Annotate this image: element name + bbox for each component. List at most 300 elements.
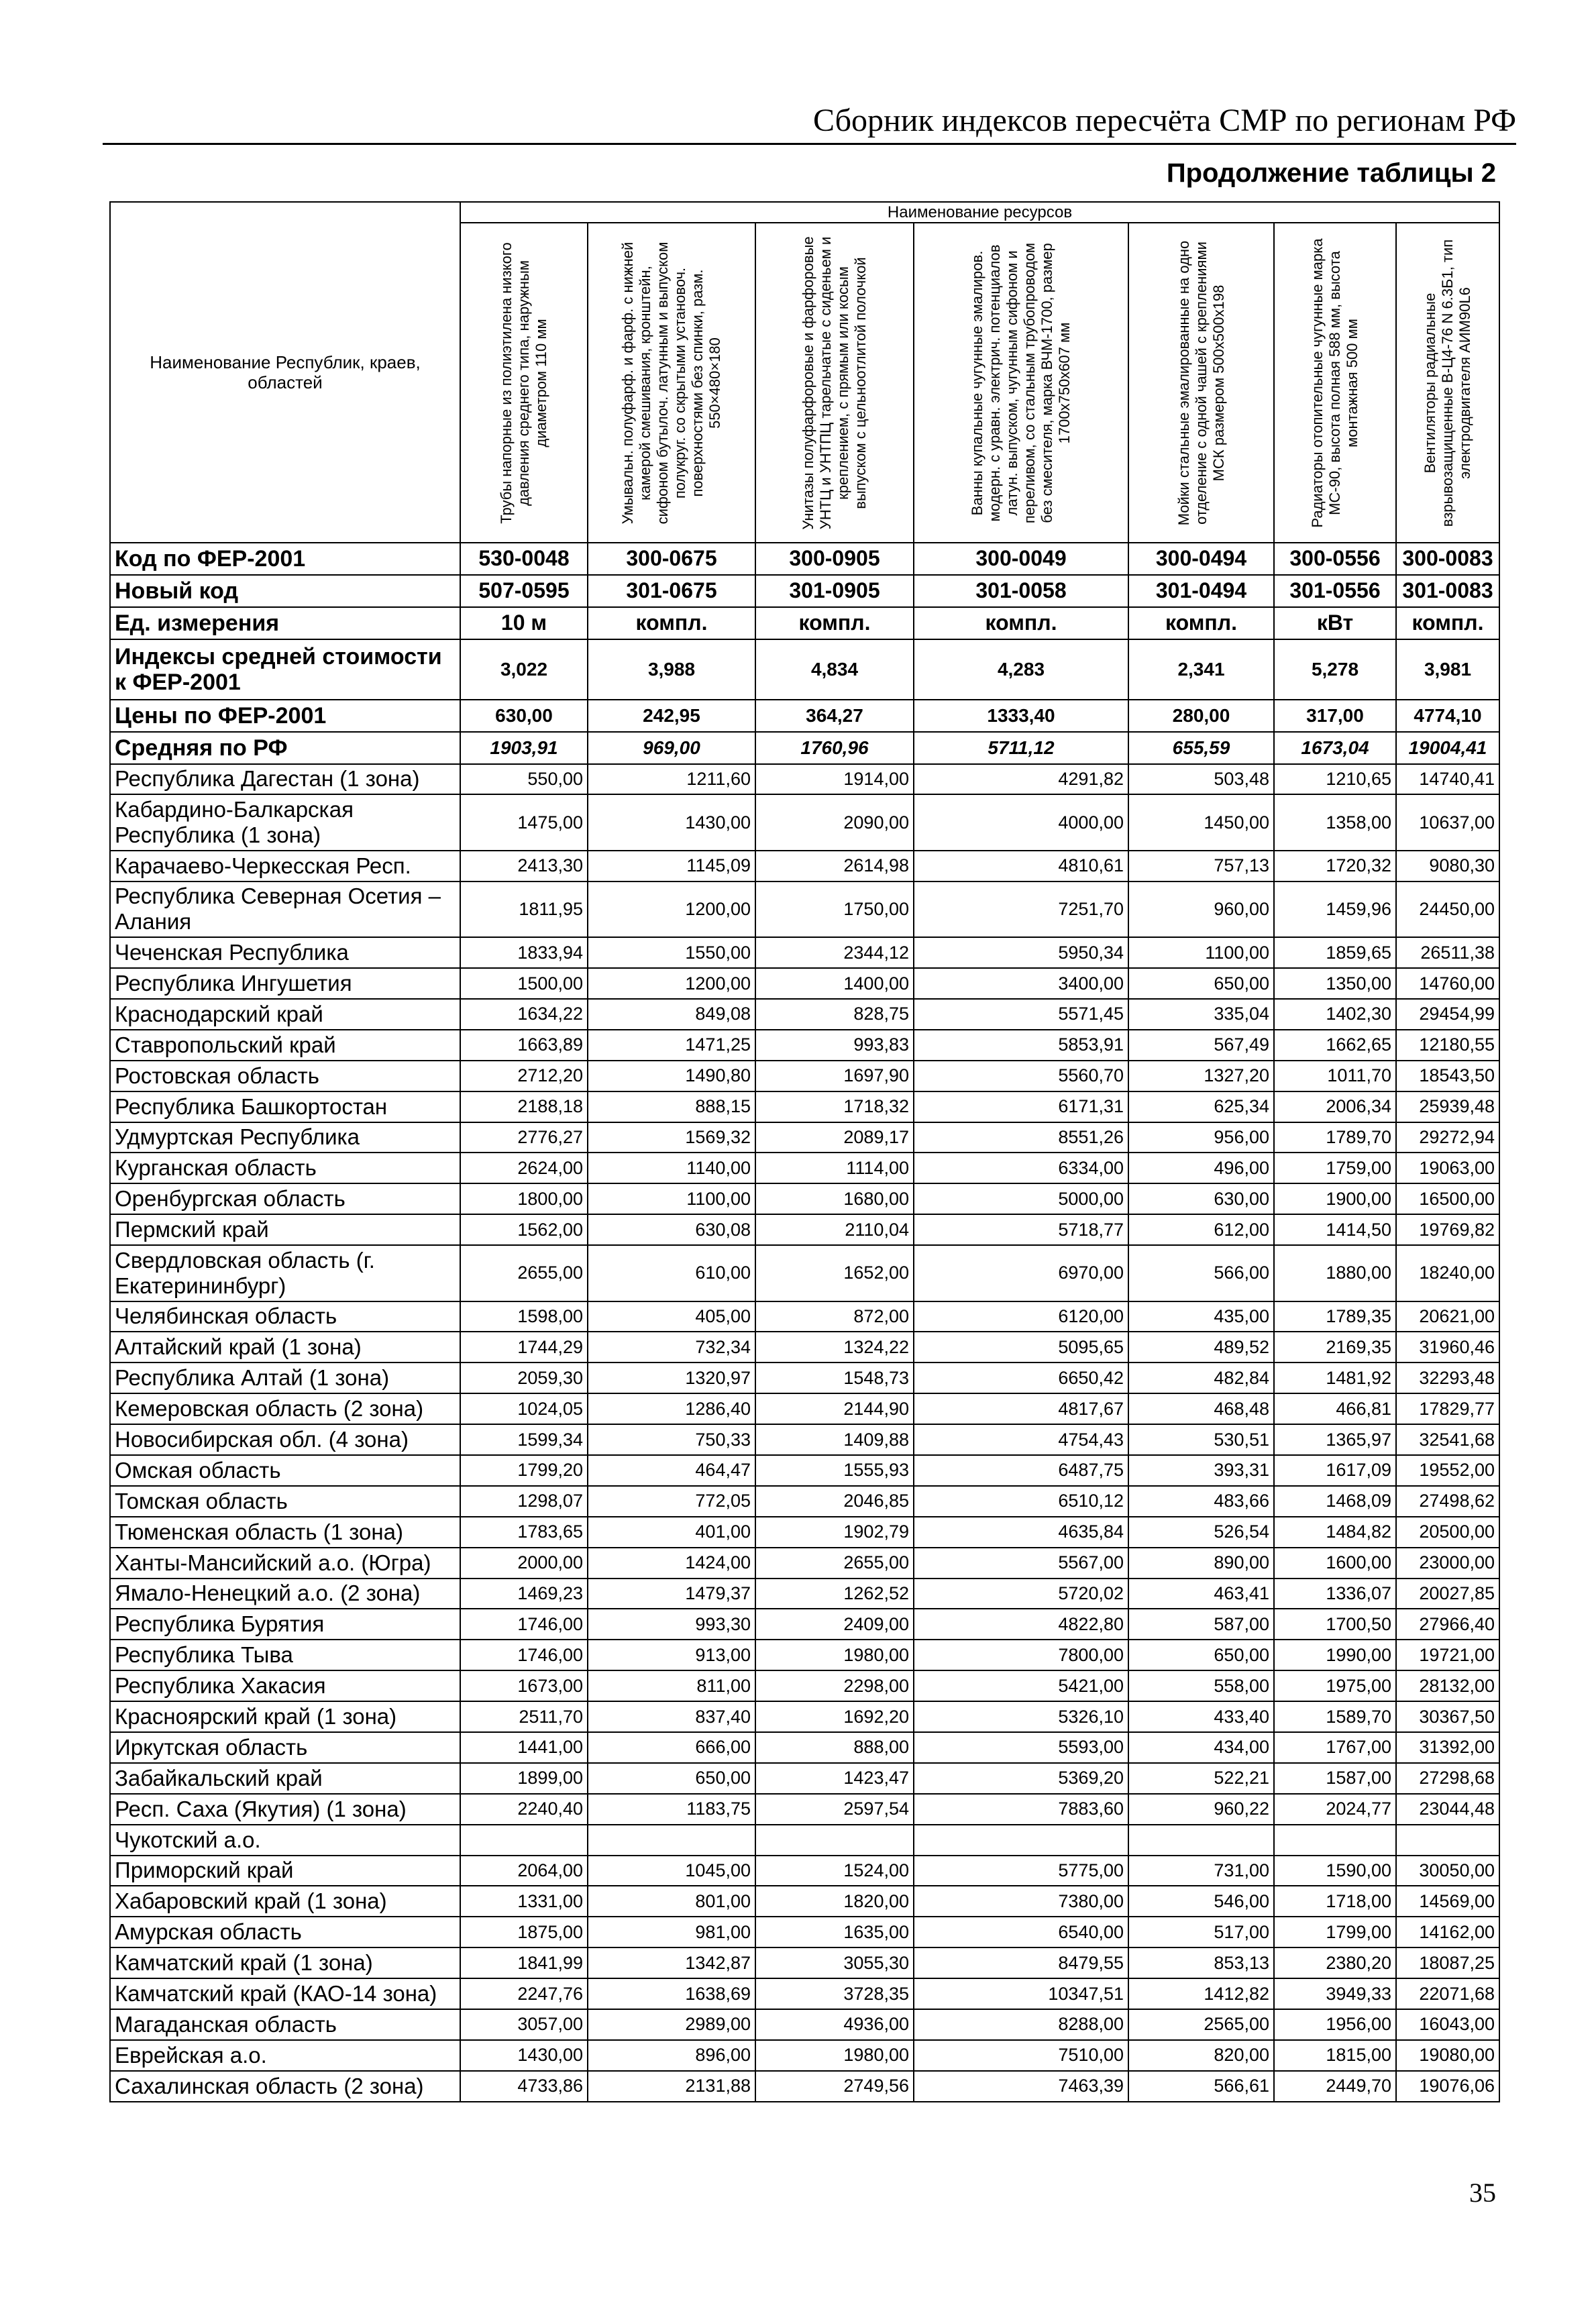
page-number: 35 bbox=[1469, 2178, 1496, 2208]
table-row bbox=[110, 937, 1499, 968]
price-cell: 1336,07 bbox=[1274, 1579, 1396, 1609]
meta-value: 364,27 bbox=[755, 700, 914, 732]
price-cell bbox=[755, 1825, 914, 1856]
price-cell: 530,51 bbox=[1128, 1424, 1274, 1455]
resource-header-cell bbox=[588, 223, 755, 543]
price-cell: 14740,41 bbox=[1396, 764, 1499, 795]
price-cell: 2298,00 bbox=[755, 1670, 914, 1701]
resource-name: Радиаторы отопительные чугунные марка МС-90, высота полная 588 мм, высота монтажная 500 мм bbox=[1309, 238, 1361, 528]
meta-value: компл. bbox=[1396, 607, 1499, 639]
price-cell: 890,00 bbox=[1128, 1548, 1274, 1579]
price-cell: 650,00 bbox=[1128, 968, 1274, 999]
price-cell: 837,40 bbox=[588, 1701, 755, 1732]
meta-value: 19004,41 bbox=[1396, 732, 1499, 764]
price-cell: 2614,98 bbox=[755, 851, 914, 882]
price-cell: 526,54 bbox=[1128, 1517, 1274, 1548]
price-cell: 1409,88 bbox=[755, 1424, 914, 1455]
price-cell: 1100,00 bbox=[1128, 937, 1274, 968]
price-cell: 1914,00 bbox=[755, 764, 914, 795]
price-cell: 3057,00 bbox=[460, 2009, 588, 2040]
meta-value: 300-0049 bbox=[914, 543, 1128, 575]
price-cell: 801,00 bbox=[588, 1886, 755, 1917]
price-cell: 405,00 bbox=[588, 1301, 755, 1332]
price-cell: 666,00 bbox=[588, 1732, 755, 1763]
price-cell: 18543,50 bbox=[1396, 1061, 1499, 1091]
price-cell: 1635,00 bbox=[755, 1917, 914, 1947]
table-row bbox=[110, 1424, 1499, 1455]
table-row bbox=[110, 1301, 1499, 1332]
price-cell: 2006,34 bbox=[1274, 1091, 1396, 1122]
resource-name: Вентиляторы радиальные взрывозащищенные В-Ц4-76 N 6.3Б1, тип электродвигателя АИМ90L6 bbox=[1422, 239, 1473, 527]
resource-header-cell bbox=[1274, 223, 1396, 543]
table-row bbox=[110, 999, 1499, 1030]
price-cell: 1114,00 bbox=[755, 1153, 914, 1183]
price-cell: 2046,85 bbox=[755, 1486, 914, 1517]
price-cell: 464,47 bbox=[588, 1455, 755, 1486]
meta-label: Цены по ФЕР-2001 bbox=[110, 700, 460, 732]
price-cell: 1599,34 bbox=[460, 1424, 588, 1455]
meta-value: 300-0905 bbox=[755, 543, 914, 575]
price-cell: 522,21 bbox=[1128, 1763, 1274, 1794]
price-cell: 7251,70 bbox=[914, 882, 1128, 937]
price-cell: 888,15 bbox=[588, 1091, 755, 1122]
price-cell: 828,75 bbox=[755, 999, 914, 1030]
region-name: Томская область bbox=[110, 1486, 460, 1517]
region-name: Республика Башкортостан bbox=[110, 1091, 460, 1122]
price-cell: 19076,06 bbox=[1396, 2071, 1499, 2102]
region-name: Свердловская область (г. Екатерининбург) bbox=[110, 1245, 460, 1301]
price-cell: 2511,70 bbox=[460, 1701, 588, 1732]
price-cell: 1663,89 bbox=[460, 1030, 588, 1061]
price-cell: 625,34 bbox=[1128, 1091, 1274, 1122]
table-row bbox=[110, 1732, 1499, 1763]
price-cell: 732,34 bbox=[588, 1332, 755, 1363]
resources-group-header: Наименование ресурсов bbox=[460, 202, 1499, 223]
price-cell: 4822,80 bbox=[914, 1609, 1128, 1640]
price-cell bbox=[914, 1825, 1128, 1856]
meta-value: 969,00 bbox=[588, 732, 755, 764]
price-cell: 2344,12 bbox=[755, 937, 914, 968]
price-cell: 1569,32 bbox=[588, 1122, 755, 1153]
table-row bbox=[110, 764, 1499, 795]
price-cell: 993,30 bbox=[588, 1609, 755, 1640]
meta-value: 1333,40 bbox=[914, 700, 1128, 732]
region-name: Еврейская а.о. bbox=[110, 2040, 460, 2071]
meta-value: 655,59 bbox=[1128, 732, 1274, 764]
price-cell: 2712,20 bbox=[460, 1061, 588, 1091]
price-cell: 630,08 bbox=[588, 1214, 755, 1245]
meta-value: 2,341 bbox=[1128, 639, 1274, 700]
region-name: Республика Северная Осетия – Алания bbox=[110, 882, 460, 937]
region-name: Камчатский край (1 зона) bbox=[110, 1947, 460, 1978]
price-cell: 811,00 bbox=[588, 1670, 755, 1701]
region-name: Тюменская область (1 зона) bbox=[110, 1517, 460, 1548]
price-cell: 1587,00 bbox=[1274, 1763, 1396, 1794]
price-cell: 1145,09 bbox=[588, 851, 755, 882]
price-cell: 956,00 bbox=[1128, 1122, 1274, 1153]
table-row bbox=[110, 1122, 1499, 1153]
price-cell: 5571,45 bbox=[914, 999, 1128, 1030]
region-name: Алтайский край (1 зона) bbox=[110, 1332, 460, 1363]
price-cell: 1555,93 bbox=[755, 1455, 914, 1486]
meta-value: кВт bbox=[1274, 607, 1396, 639]
price-cell: 18087,25 bbox=[1396, 1947, 1499, 1978]
price-cell: 29272,94 bbox=[1396, 1122, 1499, 1153]
price-cell: 1365,97 bbox=[1274, 1424, 1396, 1455]
meta-label: Новый код bbox=[110, 575, 460, 607]
price-cell: 1500,00 bbox=[460, 968, 588, 999]
price-cell: 1358,00 bbox=[1274, 794, 1396, 850]
price-cell: 30050,00 bbox=[1396, 1856, 1499, 1886]
price-cell: 16500,00 bbox=[1396, 1183, 1499, 1214]
table-row bbox=[110, 968, 1499, 999]
region-name: Забайкальский край bbox=[110, 1763, 460, 1794]
price-cell: 18240,00 bbox=[1396, 1245, 1499, 1301]
price-cell: 24450,00 bbox=[1396, 882, 1499, 937]
price-cell: 5720,02 bbox=[914, 1579, 1128, 1609]
price-cell: 1900,00 bbox=[1274, 1183, 1396, 1214]
price-cell: 1673,00 bbox=[460, 1670, 588, 1701]
price-cell: 981,00 bbox=[588, 1917, 755, 1947]
price-cell: 1589,70 bbox=[1274, 1701, 1396, 1732]
price-cell: 1800,00 bbox=[460, 1183, 588, 1214]
region-name: Ставропольский край bbox=[110, 1030, 460, 1061]
price-cell: 1841,99 bbox=[460, 1947, 588, 1978]
header-row-top bbox=[110, 202, 1499, 223]
region-name: Республика Тыва bbox=[110, 1640, 460, 1670]
meta-value: 317,00 bbox=[1274, 700, 1396, 732]
price-cell: 8551,26 bbox=[914, 1122, 1128, 1153]
region-name: Сахалинская область (2 зона) bbox=[110, 2071, 460, 2102]
meta-value: 5711,12 bbox=[914, 732, 1128, 764]
meta-value: 300-0675 bbox=[588, 543, 755, 575]
table-row bbox=[110, 1030, 1499, 1061]
meta-value: 630,00 bbox=[460, 700, 588, 732]
resource-header-cell bbox=[1396, 223, 1499, 543]
price-cell: 849,08 bbox=[588, 999, 755, 1030]
price-cell: 2090,00 bbox=[755, 794, 914, 850]
price-cell: 1331,00 bbox=[460, 1886, 588, 1917]
price-cell: 1342,87 bbox=[588, 1947, 755, 1978]
price-cell: 1718,00 bbox=[1274, 1886, 1396, 1917]
price-cell: 1430,00 bbox=[588, 794, 755, 850]
price-cell: 19552,00 bbox=[1396, 1455, 1499, 1486]
meta-value: 301-0494 bbox=[1128, 575, 1274, 607]
price-cell: 20027,85 bbox=[1396, 1579, 1499, 1609]
price-cell: 1298,07 bbox=[460, 1486, 588, 1517]
price-cell: 1550,00 bbox=[588, 937, 755, 968]
region-name: Хабаровский край (1 зона) bbox=[110, 1886, 460, 1917]
price-cell bbox=[1274, 1825, 1396, 1856]
meta-value: компл. bbox=[755, 607, 914, 639]
price-cell: 2089,17 bbox=[755, 1122, 914, 1153]
price-cell: 489,52 bbox=[1128, 1332, 1274, 1363]
price-cell: 757,13 bbox=[1128, 851, 1274, 882]
price-cell: 14162,00 bbox=[1396, 1917, 1499, 1947]
price-cell: 1600,00 bbox=[1274, 1548, 1396, 1579]
price-cell: 6540,00 bbox=[914, 1917, 1128, 1947]
price-cell: 6120,00 bbox=[914, 1301, 1128, 1332]
resource-header-cell bbox=[1128, 223, 1274, 543]
region-name: Республика Дагестан (1 зона) bbox=[110, 764, 460, 795]
region-name: Приморский край bbox=[110, 1856, 460, 1886]
price-cell: 566,00 bbox=[1128, 1245, 1274, 1301]
meta-value: 301-0058 bbox=[914, 575, 1128, 607]
resource-name: Ванны купальные чугунные эмалиров. модерн. с уравн. электрич. потенциалов латун. выпуском, чугунным сифоном и переливом, со стальным трубопроводом без смесителя, марка ВЧМ-1700, размер 1700х750х607 мм bbox=[969, 242, 1073, 523]
price-cell: 22071,68 bbox=[1396, 1978, 1499, 2009]
region-name: Удмуртская Республика bbox=[110, 1122, 460, 1153]
price-cell: 20500,00 bbox=[1396, 1517, 1499, 1548]
meta-row bbox=[110, 732, 1499, 764]
region-name: Чеченская Республика bbox=[110, 937, 460, 968]
meta-value: 242,95 bbox=[588, 700, 755, 732]
price-cell: 1562,00 bbox=[460, 1214, 588, 1245]
price-cell bbox=[1396, 1825, 1499, 1856]
price-cell: 23044,48 bbox=[1396, 1794, 1499, 1825]
price-cell bbox=[588, 1825, 755, 1856]
price-cell bbox=[1128, 1825, 1274, 1856]
region-name: Республика Хакасия bbox=[110, 1670, 460, 1701]
price-cell: 1799,20 bbox=[460, 1455, 588, 1486]
price-cell: 1441,00 bbox=[460, 1732, 588, 1763]
price-cell: 6650,42 bbox=[914, 1363, 1128, 1393]
price-cell: 1875,00 bbox=[460, 1917, 588, 1947]
price-cell: 1980,00 bbox=[755, 1640, 914, 1670]
price-cell: 1880,00 bbox=[1274, 1245, 1396, 1301]
table-row bbox=[110, 882, 1499, 937]
resource-header-cell bbox=[755, 223, 914, 543]
running-title: Сборник индексов пересчёта СМР по регионам РФ bbox=[813, 103, 1516, 138]
price-cell: 1468,09 bbox=[1274, 1486, 1396, 1517]
price-cell: 2749,56 bbox=[755, 2071, 914, 2102]
region-name: Курганская область bbox=[110, 1153, 460, 1183]
price-cell: 1430,00 bbox=[460, 2040, 588, 2071]
price-cell: 1450,00 bbox=[1128, 794, 1274, 850]
region-name: Пермский край bbox=[110, 1214, 460, 1245]
meta-value: 5,278 bbox=[1274, 639, 1396, 700]
price-cell: 1720,32 bbox=[1274, 851, 1396, 882]
meta-value: 4,283 bbox=[914, 639, 1128, 700]
meta-value: 10 м bbox=[460, 607, 588, 639]
table-row bbox=[110, 1609, 1499, 1640]
table-row bbox=[110, 1332, 1499, 1363]
price-cell: 1481,92 bbox=[1274, 1363, 1396, 1393]
price-cell: 7380,00 bbox=[914, 1886, 1128, 1917]
price-cell: 2776,27 bbox=[460, 1122, 588, 1153]
table-body bbox=[110, 202, 1499, 2102]
price-cell: 1286,40 bbox=[588, 1393, 755, 1424]
price-cell: 1100,00 bbox=[588, 1183, 755, 1214]
price-cell: 19721,00 bbox=[1396, 1640, 1499, 1670]
price-cell: 4810,61 bbox=[914, 851, 1128, 882]
price-cell: 610,00 bbox=[588, 1245, 755, 1301]
price-cell: 1975,00 bbox=[1274, 1670, 1396, 1701]
price-cell: 5593,00 bbox=[914, 1732, 1128, 1763]
region-name: Чукотский а.о. bbox=[110, 1825, 460, 1856]
price-cell: 433,40 bbox=[1128, 1701, 1274, 1732]
price-cell: 2565,00 bbox=[1128, 2009, 1274, 2040]
price-cell: 401,00 bbox=[588, 1517, 755, 1548]
table-row bbox=[110, 2009, 1499, 2040]
table-row bbox=[110, 1640, 1499, 1670]
price-cell: 2188,18 bbox=[460, 1091, 588, 1122]
price-cell: 6171,31 bbox=[914, 1091, 1128, 1122]
price-cell: 16043,00 bbox=[1396, 2009, 1499, 2040]
price-cell: 4635,84 bbox=[914, 1517, 1128, 1548]
meta-value: 3,022 bbox=[460, 639, 588, 700]
price-cell: 31392,00 bbox=[1396, 1732, 1499, 1763]
price-cell: 550,00 bbox=[460, 764, 588, 795]
table-row bbox=[110, 1061, 1499, 1091]
price-cell: 7463,39 bbox=[914, 2071, 1128, 2102]
price-cell: 1327,20 bbox=[1128, 1061, 1274, 1091]
price-cell: 1598,00 bbox=[460, 1301, 588, 1332]
price-cell: 2059,30 bbox=[460, 1363, 588, 1393]
price-cell: 1750,00 bbox=[755, 882, 914, 937]
price-cell: 19063,00 bbox=[1396, 1153, 1499, 1183]
price-cell: 1680,00 bbox=[755, 1183, 914, 1214]
price-cell: 483,66 bbox=[1128, 1486, 1274, 1517]
price-cell: 1400,00 bbox=[755, 968, 914, 999]
price-cell: 25939,48 bbox=[1396, 1091, 1499, 1122]
price-cell: 1590,00 bbox=[1274, 1856, 1396, 1886]
price-cell: 463,41 bbox=[1128, 1579, 1274, 1609]
table-row bbox=[110, 1393, 1499, 1424]
price-cell bbox=[460, 1825, 588, 1856]
price-cell: 1789,35 bbox=[1274, 1301, 1396, 1332]
price-cell: 1475,00 bbox=[460, 794, 588, 850]
meta-value: 300-0083 bbox=[1396, 543, 1499, 575]
price-cell: 1815,00 bbox=[1274, 2040, 1396, 2071]
meta-value: 301-0675 bbox=[588, 575, 755, 607]
price-cell: 6487,75 bbox=[914, 1455, 1128, 1486]
price-cell: 1412,82 bbox=[1128, 1978, 1274, 2009]
price-cell: 960,00 bbox=[1128, 882, 1274, 937]
region-name: Республика Алтай (1 зона) bbox=[110, 1363, 460, 1393]
meta-row bbox=[110, 607, 1499, 639]
price-cell: 888,00 bbox=[755, 1732, 914, 1763]
price-cell: 1990,00 bbox=[1274, 1640, 1396, 1670]
price-cell: 517,00 bbox=[1128, 1917, 1274, 1947]
price-cell: 960,22 bbox=[1128, 1794, 1274, 1825]
price-cell: 17829,77 bbox=[1396, 1393, 1499, 1424]
price-cell: 566,61 bbox=[1128, 2071, 1274, 2102]
price-cell: 5421,00 bbox=[914, 1670, 1128, 1701]
price-cell: 1200,00 bbox=[588, 968, 755, 999]
price-cell: 1200,00 bbox=[588, 882, 755, 937]
price-cell: 32293,48 bbox=[1396, 1363, 1499, 1393]
table-row bbox=[110, 1486, 1499, 1517]
price-cell: 1484,82 bbox=[1274, 1517, 1396, 1548]
meta-value: 300-0556 bbox=[1274, 543, 1396, 575]
price-cell: 503,48 bbox=[1128, 764, 1274, 795]
meta-value: 1673,04 bbox=[1274, 732, 1396, 764]
price-cell: 2064,00 bbox=[460, 1856, 588, 1886]
price-cell: 558,00 bbox=[1128, 1670, 1274, 1701]
table-row bbox=[110, 1947, 1499, 1978]
region-name: Челябинская область bbox=[110, 1301, 460, 1332]
table-row bbox=[110, 1245, 1499, 1301]
price-cell: 2597,54 bbox=[755, 1794, 914, 1825]
header-rule bbox=[103, 143, 1516, 145]
price-cell: 31960,46 bbox=[1396, 1332, 1499, 1363]
price-cell: 853,13 bbox=[1128, 1947, 1274, 1978]
table-row bbox=[110, 1763, 1499, 1794]
price-cell: 9080,30 bbox=[1396, 851, 1499, 882]
meta-label: Средняя по РФ bbox=[110, 732, 460, 764]
meta-row bbox=[110, 700, 1499, 732]
price-cell: 913,00 bbox=[588, 1640, 755, 1670]
price-cell: 1320,97 bbox=[588, 1363, 755, 1393]
price-cell: 587,00 bbox=[1128, 1609, 1274, 1640]
price-cell: 2000,00 bbox=[460, 1548, 588, 1579]
table-row bbox=[110, 1153, 1499, 1183]
price-cell: 650,00 bbox=[1128, 1640, 1274, 1670]
price-cell: 5567,00 bbox=[914, 1548, 1128, 1579]
price-cell: 4000,00 bbox=[914, 794, 1128, 850]
price-cell: 482,84 bbox=[1128, 1363, 1274, 1393]
price-cell: 27966,40 bbox=[1396, 1609, 1499, 1640]
price-cell: 1820,00 bbox=[755, 1886, 914, 1917]
price-cell: 1652,00 bbox=[755, 1245, 914, 1301]
price-cell: 2624,00 bbox=[460, 1153, 588, 1183]
price-cell: 1350,00 bbox=[1274, 968, 1396, 999]
meta-row bbox=[110, 575, 1499, 607]
region-name: Кабардино-Балкарская Республика (1 зона) bbox=[110, 794, 460, 850]
region-name: Республика Ингушетия bbox=[110, 968, 460, 999]
region-name: Амурская область bbox=[110, 1917, 460, 1947]
price-cell: 1548,73 bbox=[755, 1363, 914, 1393]
region-name: Иркутская область bbox=[110, 1732, 460, 1763]
table-row bbox=[110, 2040, 1499, 2071]
price-cell: 4754,43 bbox=[914, 1424, 1128, 1455]
region-name: Новосибирская обл. (4 зона) bbox=[110, 1424, 460, 1455]
price-cell: 6334,00 bbox=[914, 1153, 1128, 1183]
table-row bbox=[110, 1214, 1499, 1245]
price-cell: 2989,00 bbox=[588, 2009, 755, 2040]
price-cell: 1692,20 bbox=[755, 1701, 914, 1732]
price-cell: 2655,00 bbox=[460, 1245, 588, 1301]
price-cell: 5718,77 bbox=[914, 1214, 1128, 1245]
table-row bbox=[110, 1579, 1499, 1609]
price-cell: 1262,52 bbox=[755, 1579, 914, 1609]
price-cell: 2240,40 bbox=[460, 1794, 588, 1825]
price-cell: 1469,23 bbox=[460, 1579, 588, 1609]
price-cell: 6970,00 bbox=[914, 1245, 1128, 1301]
region-name: Ханты-Мансийский а.о. (Югра) bbox=[110, 1548, 460, 1579]
price-cell: 28132,00 bbox=[1396, 1670, 1499, 1701]
price-cell: 1011,70 bbox=[1274, 1061, 1396, 1091]
price-cell: 1799,00 bbox=[1274, 1917, 1396, 1947]
price-cell: 1980,00 bbox=[755, 2040, 914, 2071]
price-cell: 20621,00 bbox=[1396, 1301, 1499, 1332]
price-cell: 5853,91 bbox=[914, 1030, 1128, 1061]
price-cell: 1833,94 bbox=[460, 937, 588, 968]
price-cell: 1700,50 bbox=[1274, 1609, 1396, 1640]
price-cell: 1210,65 bbox=[1274, 764, 1396, 795]
price-cell: 2169,35 bbox=[1274, 1332, 1396, 1363]
region-name: Магаданская область bbox=[110, 2009, 460, 2040]
table-row bbox=[110, 2071, 1499, 2102]
meta-value: 301-0083 bbox=[1396, 575, 1499, 607]
meta-label: Ед. измерения bbox=[110, 607, 460, 639]
price-cell: 1718,32 bbox=[755, 1091, 914, 1122]
price-cell: 1789,70 bbox=[1274, 1122, 1396, 1153]
resource-name: Унитазы полуфарфоровые и фарфоровые УНТЦ и УНТПЦ тарельчатые с сиденьем и креплением, с прямым или косым выпуском с цельноотлитой полочкой bbox=[800, 236, 869, 530]
region-name: Краснодарский край bbox=[110, 999, 460, 1030]
price-cell: 1402,30 bbox=[1274, 999, 1396, 1030]
price-cell: 8288,00 bbox=[914, 2009, 1128, 2040]
